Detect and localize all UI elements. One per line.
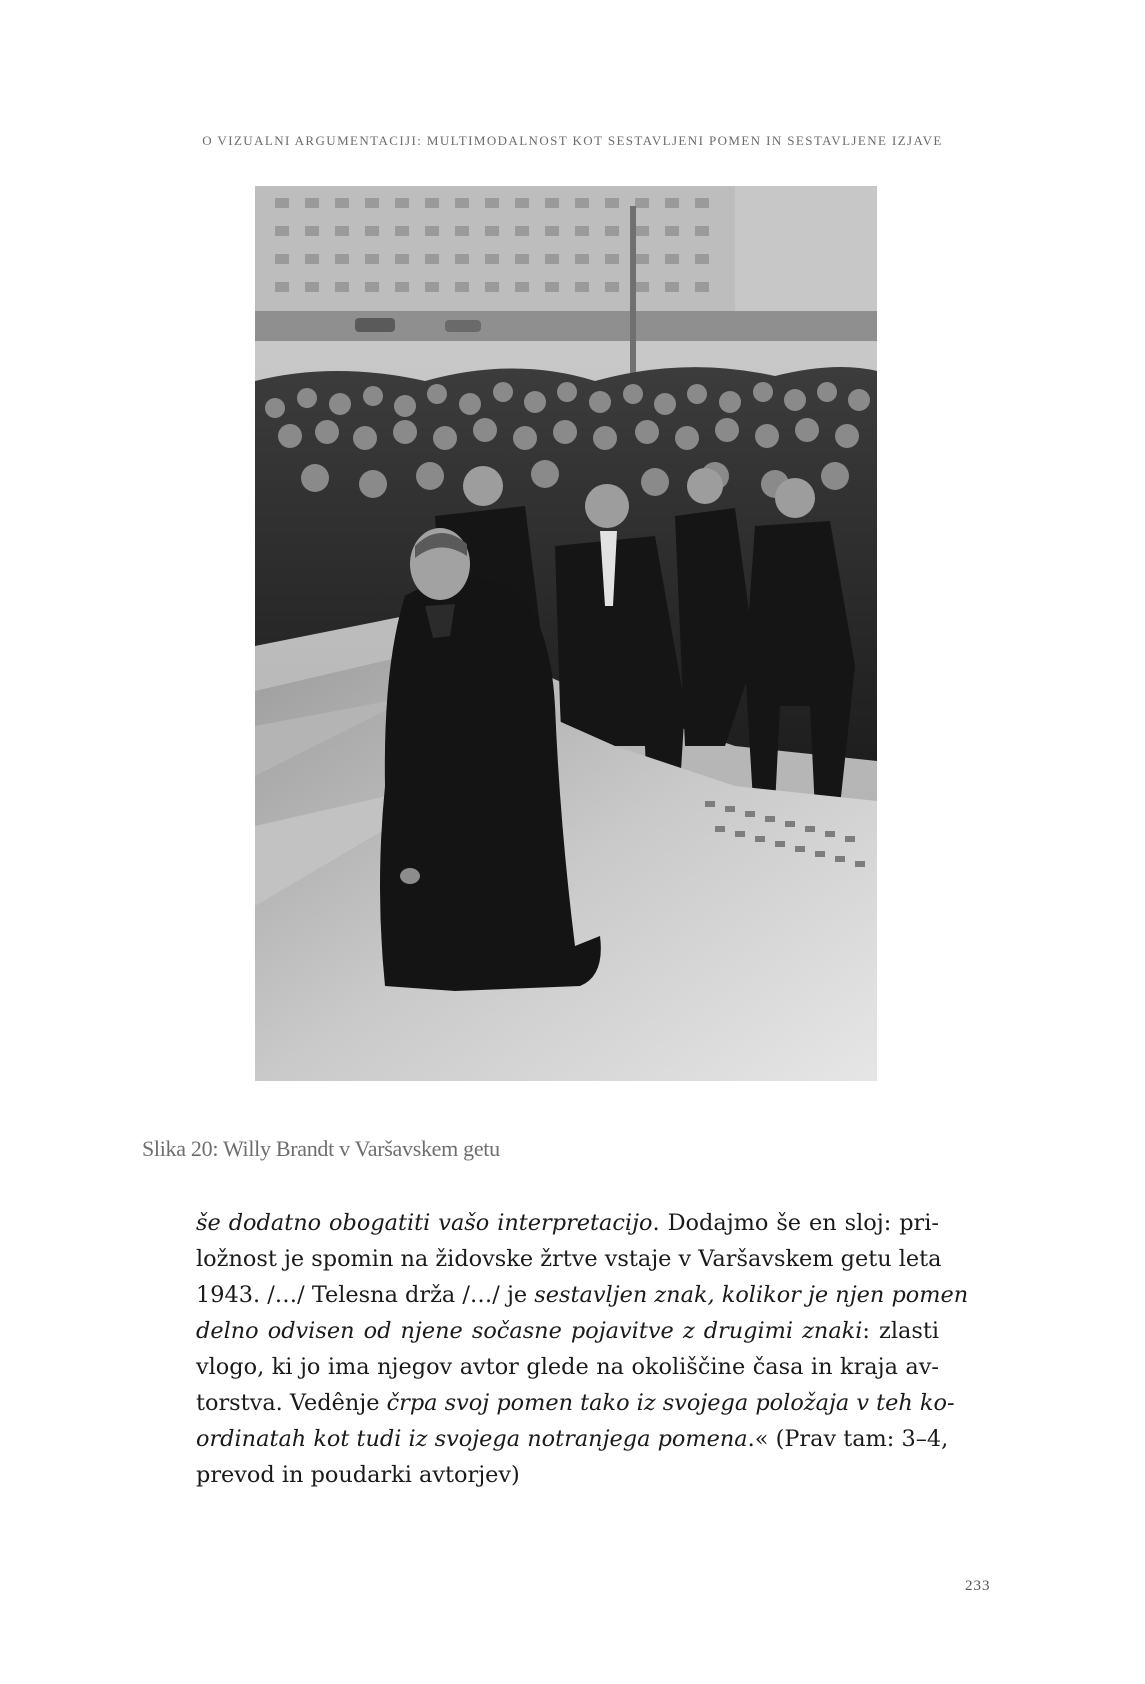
text-segment: prevod in poudarki avtorjev)	[196, 1462, 520, 1488]
text-segment: 1943. /…/ Telesna drža /…/ je	[196, 1282, 535, 1308]
text-line	[196, 1421, 949, 1457]
figure-caption: Slika 20: Willy Brandt v Varšavskem getu	[142, 1136, 500, 1161]
text-line	[196, 1349, 939, 1385]
text-line	[196, 1313, 939, 1349]
italic-segment: sestavljen znak, kolikor je njen pomen	[534, 1282, 969, 1308]
text-line	[196, 1277, 969, 1313]
text-segment: ložnost je spomin na židovske žrtve vstaje v Varšavskem getu leta	[196, 1246, 942, 1272]
page-number: 233	[965, 1578, 991, 1594]
text-segment: .« (Prav tam: 3–4,	[747, 1426, 949, 1452]
text-segment: : zlasti	[862, 1318, 939, 1344]
text-line	[196, 1241, 942, 1277]
italic-segment: črpa svoj pomen tako iz svojega položaja v teh ko-	[386, 1390, 955, 1416]
photograph-icon	[255, 186, 877, 1081]
running-head: O VIZUALNI ARGUMENTACIJI: MULTIMODALNOST KOT SESTAVLJENI POMEN IN SESTAVLJENE IZJAVE	[202, 133, 943, 148]
text-line	[196, 1205, 939, 1241]
italic-segment: ordinatah kot tudi iz svojega notranjega pomena	[196, 1426, 748, 1452]
text-line	[196, 1457, 939, 1493]
text-segment: torstva. Vedênje	[196, 1390, 387, 1416]
italic-segment: še dodatno obogatiti vašo interpretacijo	[196, 1210, 653, 1236]
text-line	[196, 1385, 955, 1421]
figure-photo	[255, 186, 877, 1081]
text-segment: vlogo, ki jo ima njegov avtor glede na okoliščine časa in kraja av-	[196, 1354, 939, 1380]
body-paragraph	[196, 1205, 969, 1493]
italic-segment: delno odvisen od njene sočasne pojavitve z drugimi znaki	[196, 1318, 863, 1344]
text-segment: . Dodajmo še en sloj: pri-	[652, 1210, 939, 1236]
